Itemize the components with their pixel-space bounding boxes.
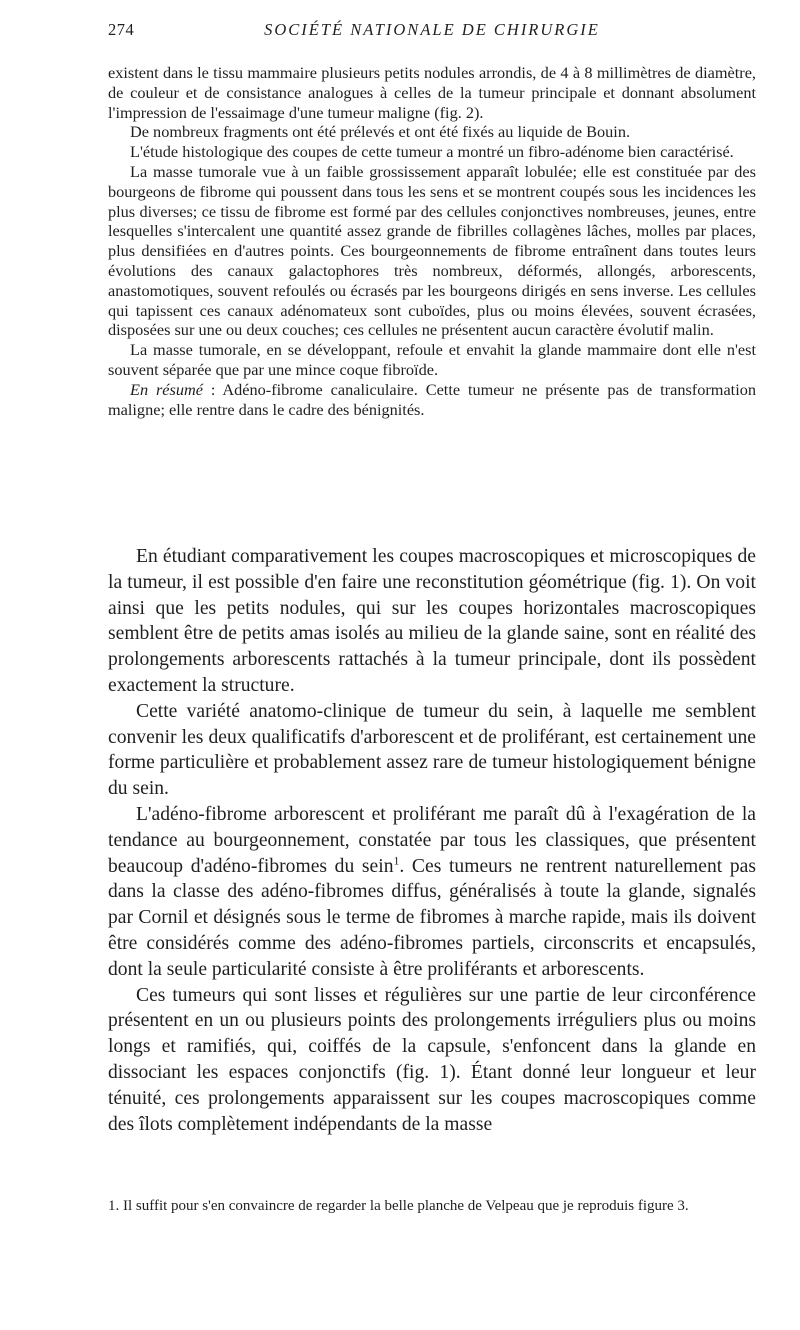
paragraph: La masse tumorale, en se développant, refoule et envahit la glande mammaire dont elle n'est souvent séparée que par une mince coque fibroïde. (108, 340, 756, 379)
footnote-ref: 1 (393, 854, 400, 868)
paragraph: existent dans le tissu mammaire plusieurs petits nodules arrondis, de 4 à 8 millimètres de diamètre, de couleur et de consistance analogues à celles de la tumeur principale et donnant absolument l'impression de l'essaimage d'une tumeur maligne (fig. 2). (108, 63, 756, 122)
paragraph: En étudiant comparativement les coupes macroscopiques et microscopiques de la tumeur, il est possible d'en faire une reconstitution géométrique (fig. 1). On voit ainsi que les petits nodules, qui sur les coupes horizontales macroscopiques semblent être de petits amas isolés au milieu de la glande saine, sont en réalité des prolongements arborescents rattachés à la tumeur principale, dont ils possèdent exactement la structure. (108, 546, 756, 696)
paragraph: Cette variété anatomo-clinique de tumeur du sein, à laquelle me semblent convenir les deux qualificatifs d'arborescent et de proliférant, est certainement une forme particulière et probablement assez rare de tumeur histologiquement bénigne du sein. (108, 700, 756, 800)
footnote-text: 1. Il suffit pour s'en convaincre de regarder la belle planche de Velpeau que je reproduis figure 3. (108, 1198, 689, 1214)
main-text-section (108, 544, 756, 1137)
footnote (108, 1197, 756, 1216)
paragraph: L'étude histologique des coupes de cette tumeur a montré un fibro-adénome bien caractérisé. (130, 142, 734, 162)
paragraph (108, 802, 756, 983)
running-title: SOCIÉTÉ NATIONALE DE CHIRURGIE (264, 20, 600, 39)
summary-label: En résumé (130, 379, 203, 399)
page-number: 274 (108, 20, 135, 39)
summary-text: : Adéno-fibrome canaliculaire. Cette tumeur ne présente pas de transformation maligne; elle rentre dans le cadre des bénignités. (108, 379, 756, 419)
paragraph: De nombreux fragments ont été prélevés et ont été fixés au liquide de Bouin. (130, 122, 631, 142)
paragraph: Ces tumeurs qui sont lisses et régulières sur une partie de leur circonférence présentent en un ou plusieurs points des prolongements irréguliers plus ou moins longs et ramifiés, qui, coiffés de la capsule, s'enfoncent dans la glande en dissociant les espaces conjonctifs (fig. 1). Étant donné leur longueur et leur ténuité, ces prolongements apparaissent sur les coupes macroscopiques comme des îlots complètement indépendants de la masse (108, 984, 756, 1135)
summary-paragraph (108, 380, 756, 420)
paragraph: La masse tumorale vue à un faible grossissement apparaît lobulée; elle est constituée par des bourgeons de fibrome qui poussent dans tous les sens et se montrent coupés sous les incidences les plus diverses; ce tissu de fibrome est formé par des cellules conjonctives nombreuses, jeunes, entre lesquelles s'intercalent une quantité assez grande de fibrilles collagènes lâches, molles par places, plus densifiées en d'autres points. Ces bourgeonnements de fibrome entraînent dans toutes leurs évolutions des canaux galactophores très nombreux, déformés, allongés, arborescents, anastomotiques, souvent refoulés ou écrasés par les bourgeons dirigés en sens inverse. Les cellules qui tapissent ces canaux adénomateux sont cuboïdes, plus ou moins élevées, souvent écrasées, disposées sur une ou deux couches; ces cellules ne présentent aucun caractère évolutif malin. (108, 161, 756, 340)
paragraph-text: . Ces tumeurs ne rentrent naturellement pas dans la classe des adéno-fibromes diffus, généralisés à toute la glande, signalés par Cornil et désignés sous le terme de fibromes à marche rapide, mais ils doivent être considérés comme des adéno-fibromes partiels, circonscrits et encapsulés, dont la seule particularité consiste à être proliférants et arborescents. (108, 855, 756, 980)
observation-section (108, 63, 756, 419)
page-header (108, 20, 756, 46)
paragraph-text: L'adéno-fibrome arborescent et proliférant me paraît dû à l'exagération de la tendance au bourgeonnement, constatée par tous les classiques, que présentent beaucoup d'adéno-fibromes du sein (108, 803, 756, 877)
